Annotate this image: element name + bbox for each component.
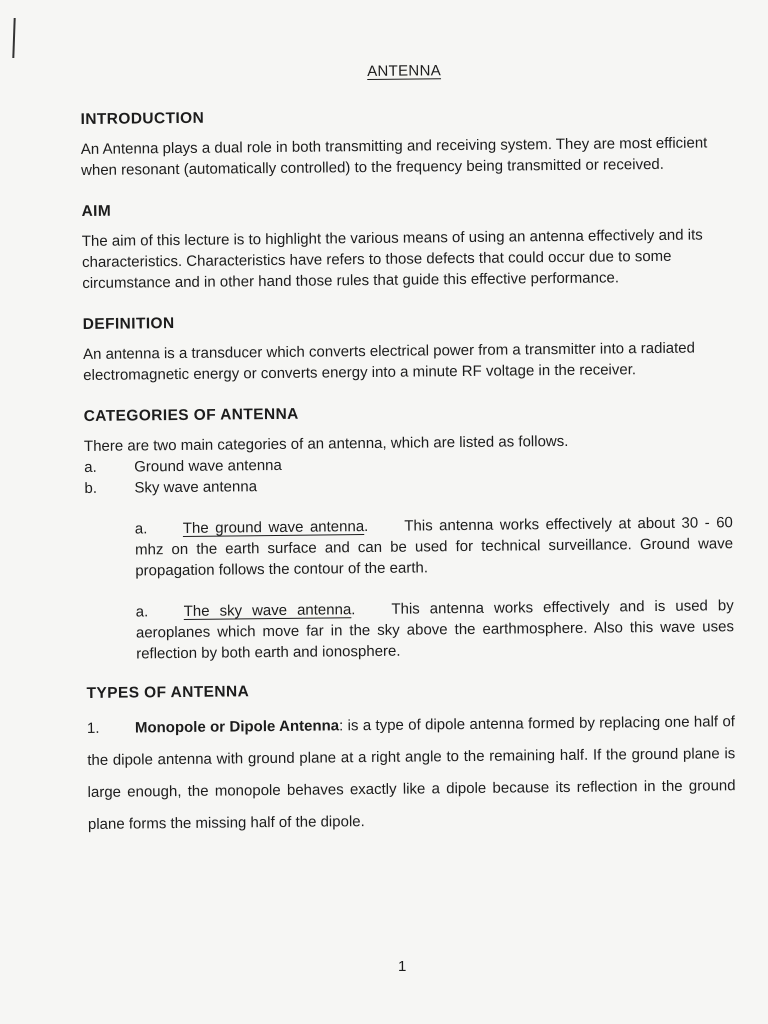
detail-marker: a. (135, 603, 149, 621)
sky-wave-detail: a. The sky wave antenna. This antenna works effectively and is used by aeroplanes which move far in the sky above the earthmosphere. Also this wave uses reflection by both earth and ionosphere. (135, 597, 734, 663)
detail-title: The sky wave antenna (183, 601, 352, 620)
categories-intro: There are two main categories of an antenna, which are listed as follows. (83, 432, 569, 455)
page-number: 1 (398, 958, 407, 975)
aim-heading: AIM (81, 202, 112, 220)
list-item-label: Ground wave antenna (134, 456, 282, 476)
types-heading: TYPES OF ANTENNA (86, 683, 250, 702)
detail-title: The ground wave antenna (182, 518, 365, 537)
document-content (80, 59, 736, 841)
detail-text: This antenna works effectively at about 30 - 60 mhz on the earth surface and can be used for technical surveillance. Ground wave propagation follows the contour of the earth. (134, 514, 734, 580)
list-item-label: Sky wave antenna (134, 478, 258, 497)
type-text: : is a type of dipole antenna formed by replacing one half of the dipole antenna with ground plane at a right angle to the remaining half. If the ground plane is large enough, the monopole behaves exactly like a dipole because its reflection in the ground plane forms the missing half of the dipole. (87, 713, 736, 833)
aim-text: The aim of this lecture is to highlight the various means of using an antenna effectively and its characteristics. Characteristics have refers to those defects that could occur due to some circumstance and in other hand those rules that guide this effective performance. (81, 226, 703, 292)
list-marker: b. (84, 479, 98, 497)
introduction-text: An Antenna plays a dual role in both transmitting and receiving system. They are most efficient when resonant (automatically controlled) to the frequency being transmitted or received. (80, 134, 708, 179)
type-title: Monopole or Dipole Antenna (134, 717, 340, 737)
document-title: ANTENNA (367, 62, 442, 80)
list-marker: a. (84, 458, 97, 476)
type-item-monopole (87, 706, 736, 841)
type-number: 1. (86, 719, 100, 737)
definition-heading: DEFINITION (82, 315, 175, 333)
introduction-heading: INTRODUCTION (80, 109, 205, 128)
detail-text: This antenna works effectively and is used by aeroplanes which move far in the sky above the earthmosphere. Also this wave uses reflection by both earth and ionosphere. (135, 597, 734, 663)
definition-text: An antenna is a transducer which converts electrical power from a transmitter into a radiated electromagnetic energy or converts energy into a minute RF voltage in the receiver. (82, 339, 696, 384)
ground-wave-detail: a. The ground wave antenna. This antenna works effectively at about 30 - 60 mhz on the earth surface and can be used for technical surveillance. Ground wave propagation follows the contour of the earth. (134, 514, 734, 580)
margin-pen-mark (12, 18, 15, 58)
categories-heading: CATEGORIES OF ANTENNA (83, 405, 299, 425)
categories-list (84, 429, 733, 499)
detail-marker: a. (134, 520, 148, 538)
